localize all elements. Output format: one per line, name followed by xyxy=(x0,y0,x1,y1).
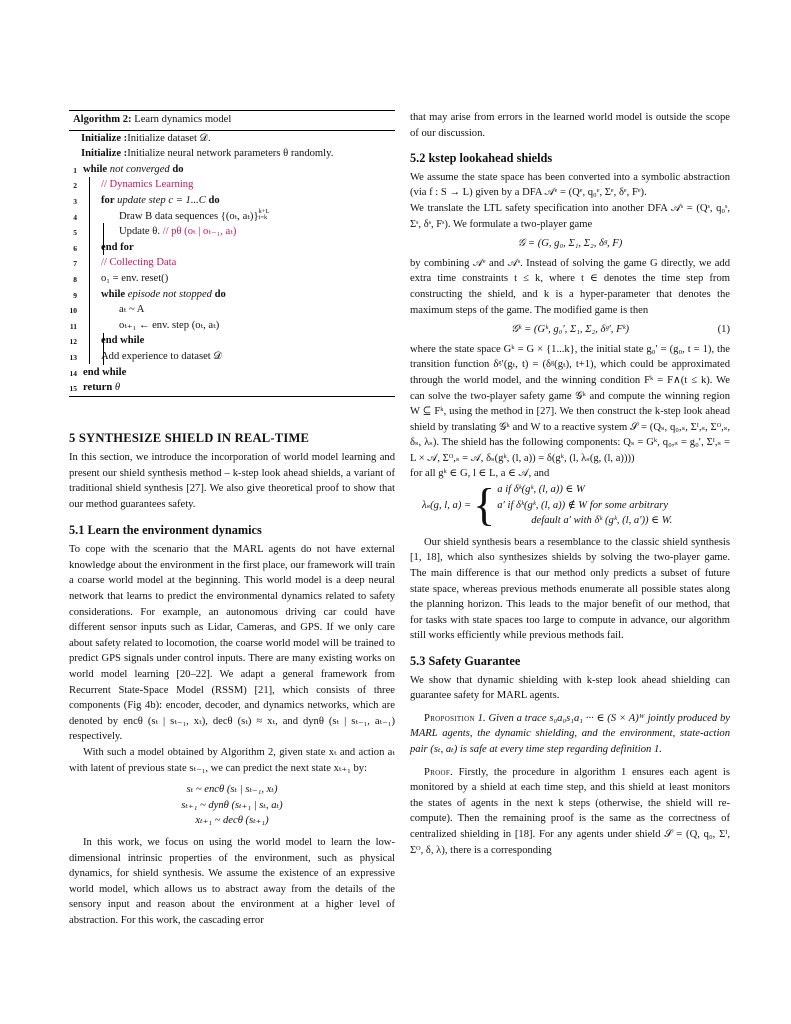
section-5-2-heading: 5.2 kstep lookahead shields xyxy=(410,151,553,166)
lambda-cases xyxy=(422,479,730,531)
section-5-2-paragraph-6: Our shield synthesis bears a resemblance to the classic shield synthesis [1, 18], which also synthesizes shields by solving the two-player game. The main difference is that our method only predicts a subset of future state space, whereas previous methods enumerate all possible states along the planning horizon. This leads to the major benefit of our method, that for tasks with state spaces too large to compute in advance, our algorithm still works efficiently while previous methods fail. xyxy=(410,536,730,642)
algo-line: 10 aₜ ~ A xyxy=(69,304,145,316)
section-5-1-paragraph-3: In this work, we focus on using the world model to learn the low-dimensional intrinsic properties of the environment, such as physical dynamics, for shield synthesis. We assume the existence of an expressive world model, which allows us to abstract away from the details of the sensory input and reason about the environment at a higher level of abstraction. For this work, the cascading error xyxy=(69,836,395,926)
algo-line: 1 while not converged do xyxy=(73,163,184,175)
algo-line: 4 Draw B data sequences {(oₜ, aₜ)}$^{k+L t=k}$ xyxy=(73,207,270,222)
continuation-paragraph: that may arise from errors in the learned world model is outside the scope of our discussion. xyxy=(410,112,730,139)
algo-line: 2 // Dynamics Learning xyxy=(73,179,194,191)
algo-line: 3 for update step c = 1...C do xyxy=(73,194,220,206)
init-text: Initialize neural network parameters θ randomly. xyxy=(127,148,334,160)
algorithm-title xyxy=(69,111,395,131)
section-5-heading: 5 SYNTHESIZE SHIELD IN REAL-TIME xyxy=(69,430,310,445)
init-label: Initialize : xyxy=(81,148,128,160)
section-5-3-heading: 5.3 Safety Guarantee xyxy=(410,654,521,668)
proposition xyxy=(410,711,730,758)
section-5-paragraph: In this section, we introduce the incorporation of world model learning and present our shield synthesis method – k-step look ahead shields, a variant of traditional shield synthesis [27]. We also give theoretical proof to show that our method guarantees safety. xyxy=(69,452,395,511)
lambda-lhs: λₛ(g, l, a) = xyxy=(422,499,472,511)
section-5-2-paragraph-1: We assume the state space has been converted into a symbolic abstraction (via f : S → L) given by a DFA 𝒜ᵉ = (Qᵉ, q₀ᵉ, Σᵉ, δᵉ, Fᵉ). xyxy=(410,171,730,199)
proposition-text: 1. Given a trace s₀a₀s₁a₁ ··· ∈ (S × A)ᵂ jointly produced by MARL agents, the dynamic shielding, and the environment, state-action pair (sₜ, aₜ) is safe at every time step regarding definition 1. xyxy=(410,712,730,755)
equation-dynamics: sₜ₊₁ ~ dynθ (sₜ₊₁ | sₜ, aₜ) xyxy=(181,799,283,811)
section-5-2-paragraph-5: for all gᵏ ∈ G, l ∈ L, a ∈ 𝒜, and xyxy=(410,468,550,480)
algo-line: 13 Add experience to dataset 𝒟 xyxy=(69,350,222,362)
algo-line: 12 end while xyxy=(69,335,145,347)
algorithm-init-2 xyxy=(69,146,395,162)
algo-line: 11 oₜ₊₁ ← env. step (oₜ, aₜ) xyxy=(69,319,220,331)
algo-line: 7 // Collecting Data xyxy=(73,257,177,269)
section-5-2-paragraph-4: where the state space Gᵏ = G × {1...k}, the initial state g₀′ = (g₀, t = 1), the transition function δᵍ′(gₜ, t) = (δᵍ(gₜ), t+1), which could be approximated through the world model, and the winning condition Fᵏ = F∧(t ≤ k). We can solve the two-player safety game 𝒢ᵏ and compute the winning region W ⊆ Fᵏ, using the method in [27]. We then construct the k-step look ahead shield by translating 𝒢ᵏ and W to a reactive system 𝒮 = (Qₛ, q₀,ₛ, Σᴵ,ₛ, Σᴼ,ₛ, δₛ, λₛ). The shield has the following components: Qₛ = Gᵏ, q₀,ₛ = g₀′, Σᴵ,ₛ = L × 𝒜, Σᴼ,ₛ = 𝒜, δₛ(gᵏ, (l, a)) = δ(gᵏ, (l, λₛ(g, (l, a)))) xyxy=(410,343,730,464)
case-rows xyxy=(497,482,672,529)
right-column xyxy=(410,110,730,858)
proof xyxy=(410,765,730,859)
section-5-2-paragraph-2: We translate the LTL safety specification into another DFA 𝒜ˢ = (Qˢ, q₀ˢ, Σˢ, δˢ, Fˢ). We formulate a two-player game xyxy=(410,202,730,230)
algo-line: 14 end while xyxy=(69,366,127,378)
proposition-label: Proposition xyxy=(424,712,475,724)
section-5-2-paragraph-3: by combining 𝒜ᵉ and 𝒜ˢ. Instead of solving the game G directly, we add extra time constraints t ≤ k, where t ∈ denotes the time step from constructing the shield, and k is a hyper-parameter that denotes the maximum steps of the game. The modified game is then xyxy=(410,257,730,316)
algo-line: 5 Update θ. // pθ (oₜ | oₜ₋₁, aₜ) xyxy=(73,226,237,238)
algorithm-box xyxy=(69,110,395,397)
proof-label: Proof. xyxy=(424,766,454,778)
section-5-1-heading: 5.1 Learn the environment dynamics xyxy=(69,522,262,537)
algo-line: 15 return θ xyxy=(69,382,121,394)
algorithm-init-1 xyxy=(69,131,395,147)
algorithm-body xyxy=(69,162,395,396)
case-row: default a′ with δᵏ (gᵏ, (l, a′)) ∈ W. xyxy=(531,515,673,527)
equation-number: (1) xyxy=(717,324,730,336)
section-5-1-paragraph-2: With such a model obtained by Algorithm 2, given state xₜ and action aₜ with latent of previous state sₜ₋₁, we can predict the next state xₜ₊₁ by: xyxy=(69,746,395,774)
section-5-1-paragraph-1: To cope with the scenario that the MARL agents do not have external knowledge about the environment in the first place, our framework will train a coarse world model at the beginning. This world model is a deep neural network that learns to predict the environmental dynamics related to safety considerations. For example, an autonomous driving car could have different sensor inputs such as Lidar, Cameras, and GPS. If we only care about safety related to locomotion, the coarse world model will be trained to predict GPS signals under control inputs. There are many existing works on world model learning [20–22]. We adapt a general framework from Recurrent State-Space Model (RSSM) [21], which consists of three components (Fig 4b): encoder, decoder, and dynamics networks, which are denoted by encθ (sₜ | sₜ₋₁, xₜ), decθ (sₜ) ≈ xₜ, and dynθ (sₜ | sₜ₋₁, aₜ₋₁) respectively. xyxy=(69,544,395,743)
equation-encoder: sₜ ~ encθ (sₜ | sₜ₋₁, xₜ) xyxy=(186,784,278,796)
init-text: Initialize dataset 𝒟. xyxy=(127,132,211,144)
algorithm-name: Learn dynamics model xyxy=(134,114,232,125)
algo-line: 6 end for xyxy=(73,241,134,253)
equation-game: 𝒢 = (G, g₀, Σ₁, Σ₂, δᵍ, F) xyxy=(517,238,623,250)
equation-decoder: xₜ₊₁ ~ decθ (sₜ₊₁) xyxy=(195,815,269,827)
section-5-3-paragraph: We show that dynamic shielding with k-step look ahead shielding can guarantee safety for MARL agents. xyxy=(410,674,730,702)
left-column xyxy=(69,110,395,929)
case-row: a if δᵏ(gᵏ, (l, a)) ∈ W xyxy=(497,484,585,496)
init-label: Initialize : xyxy=(81,132,128,144)
equation-modified-game: 𝒢ᵏ = (Gᵏ, g₀′, Σ₁, Σ₂, δᵍ′, Fᵏ) xyxy=(510,324,630,336)
proof-text: Firstly, the procedure in algorithm 1 ensures each agent is monitored by a shield at each time step, and this shield at least monitors the states of agents in the next k steps (otherwise, the shield will re-compute). Then the remaining proof is the same as the correctness of centralized shielding in [18]. For any agents under shield 𝒮 = (Q, q₀, Σᴵ, Σᴼ, δ, λ), there is a corresponding xyxy=(410,766,730,856)
algo-line: 9 while episode not stopped do xyxy=(73,288,226,300)
case-row: a′ if δᵏ(gᵏ, (l, a)) ∉ W for some arbitrary xyxy=(497,499,669,511)
equation-1-row xyxy=(410,322,730,338)
brace: { xyxy=(473,479,496,531)
algo-line: 8 o₁ = env. reset() xyxy=(73,272,169,284)
algorithm-label: Algorithm 2: xyxy=(73,114,132,125)
